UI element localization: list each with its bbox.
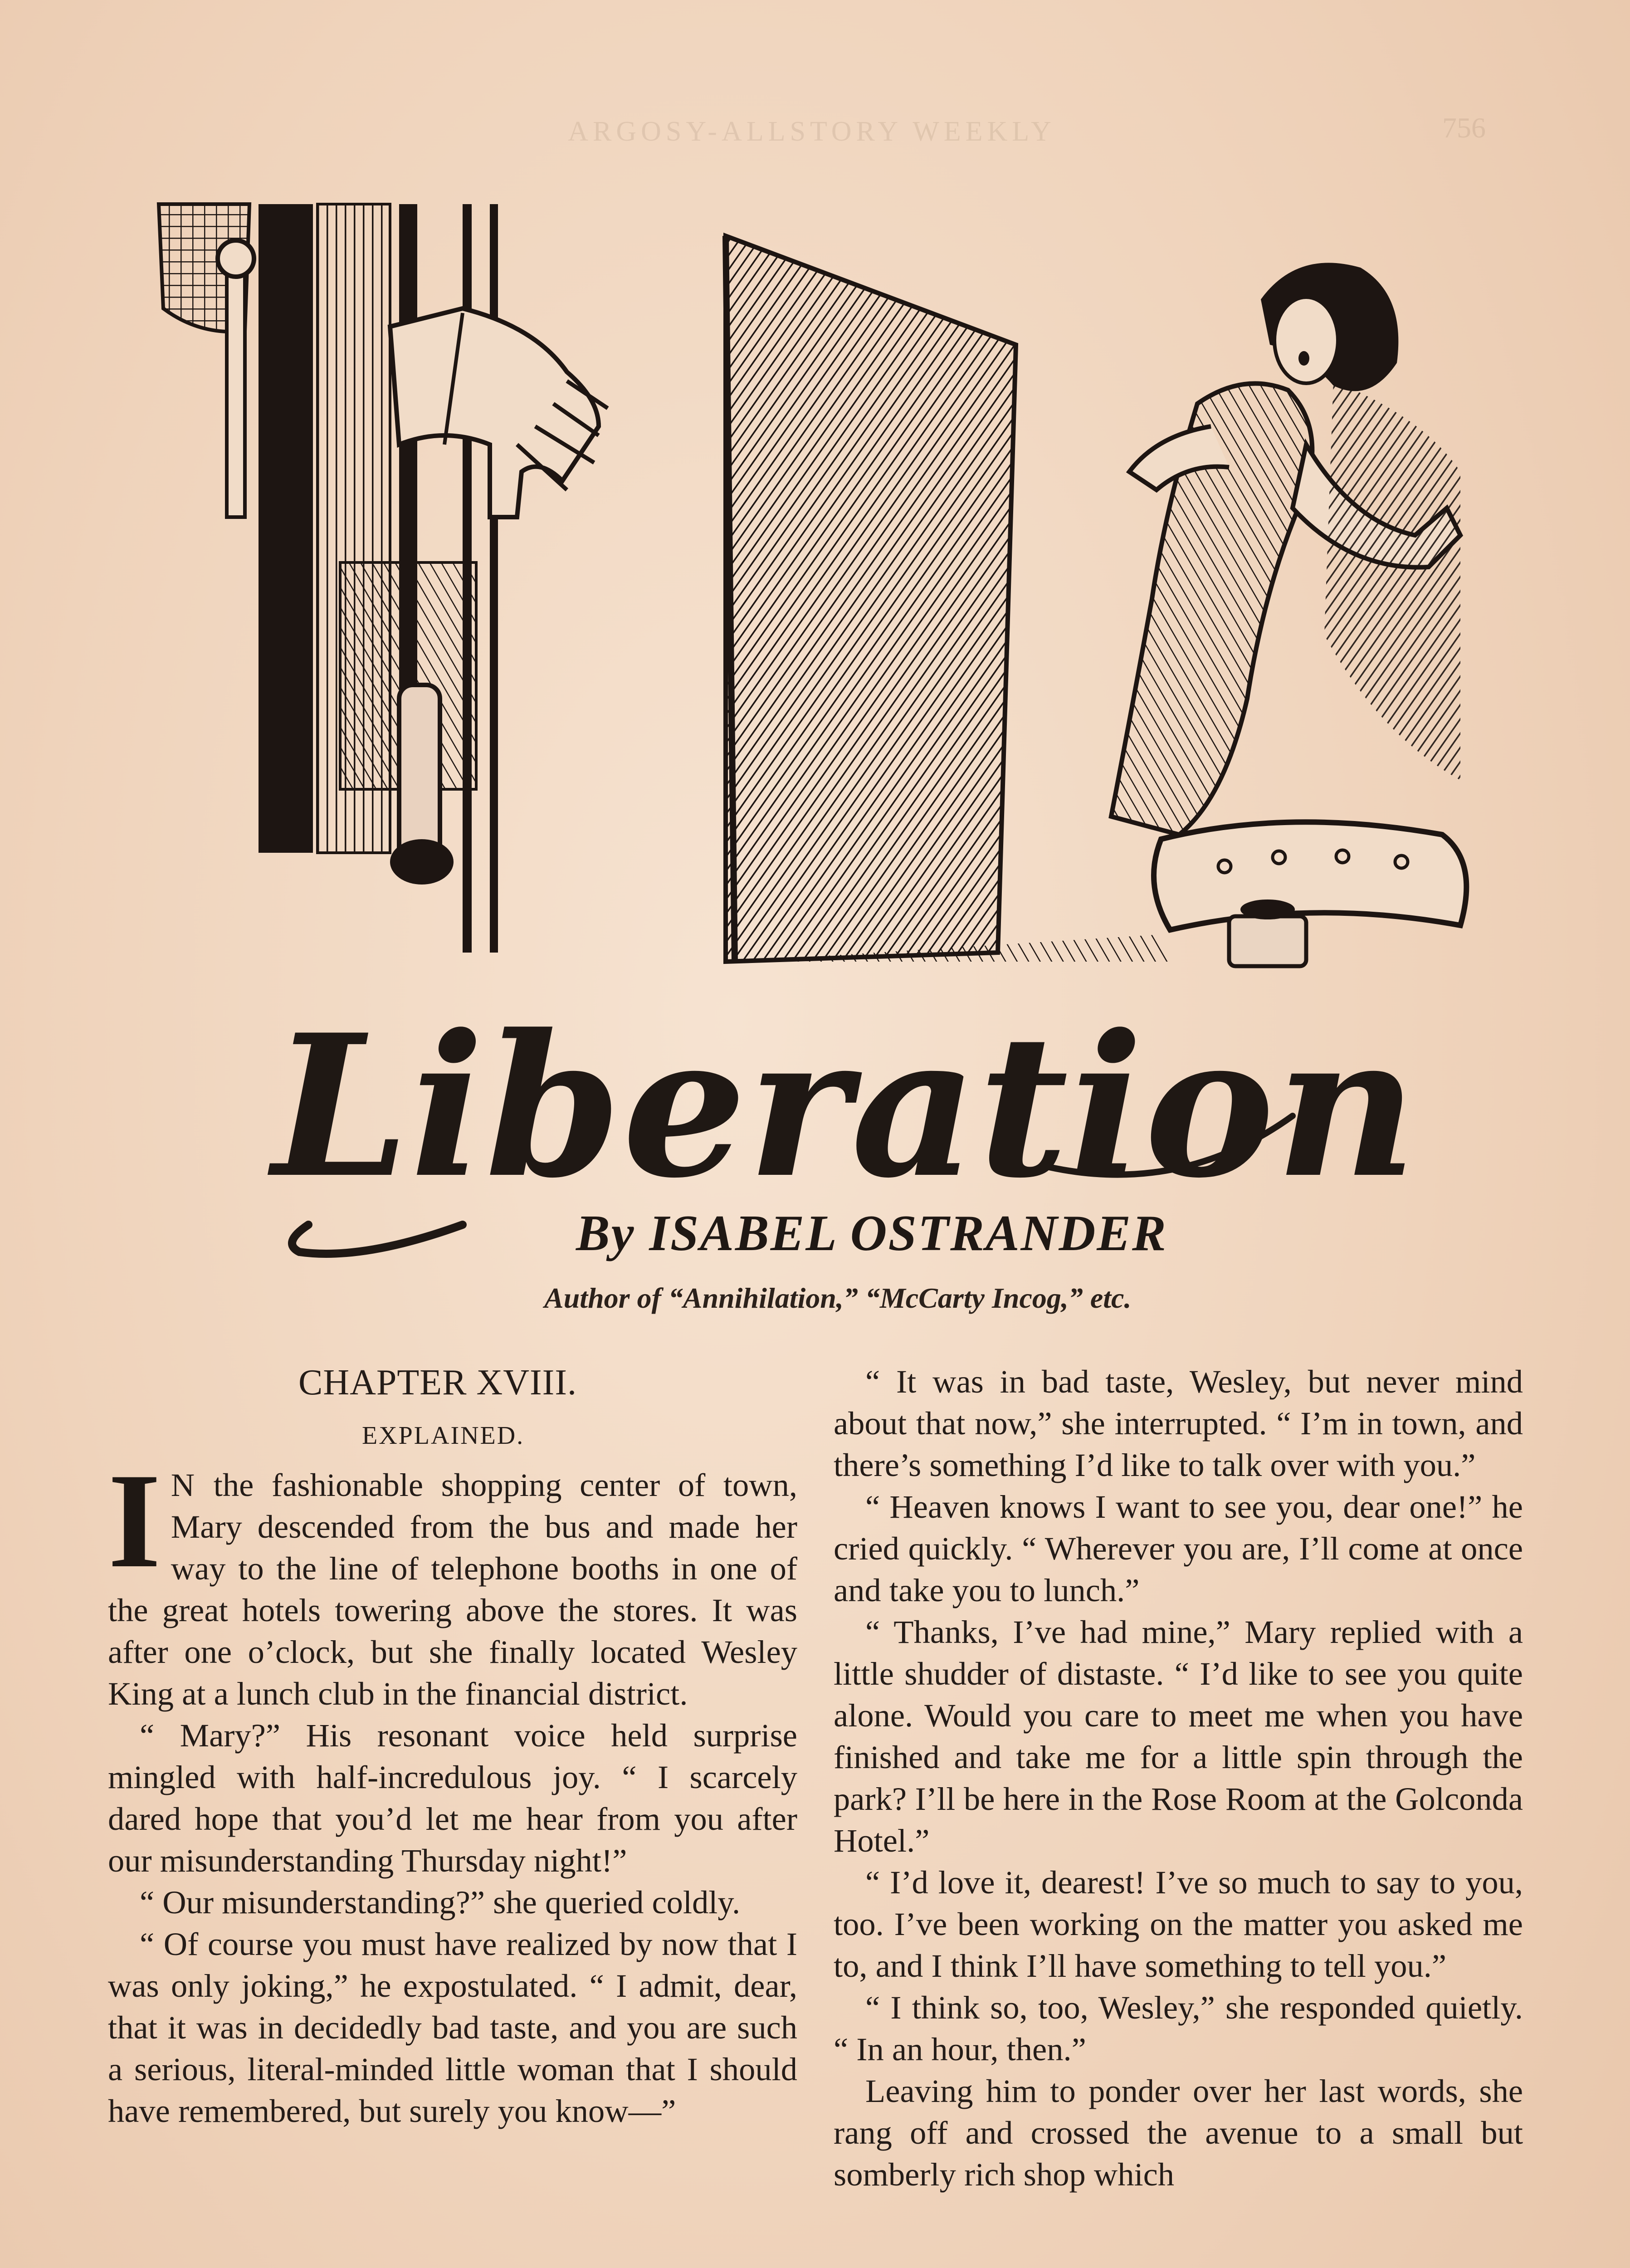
paragraph: “ Heaven knows I want to see you, dear one!” he cried quickly. “ Wherever you are, I’ll come at once and take you to lunch.” bbox=[834, 1488, 1523, 1608]
reaching-hand bbox=[390, 308, 608, 517]
first-word: N bbox=[171, 1466, 196, 1503]
paragraph: “ It was in bad taste, Wesley, but never mind about that now,” she interrupted. “ I’m in town, and there’s something I’d like to talk over with you.” bbox=[834, 1363, 1523, 1483]
story-illustration bbox=[145, 191, 1501, 971]
story-title: Liberation bbox=[272, 992, 1418, 1221]
chapter-title: EXPLAINED. bbox=[362, 1422, 525, 1450]
bleedthrough-page-number: 756 bbox=[1442, 112, 1486, 144]
byline: By ISABEL OSTRANDER bbox=[576, 1205, 1167, 1261]
bleedthrough-running-head: ARGOSY-ALLSTORY WEEKLY bbox=[568, 116, 1056, 147]
chapter-heading: CHAPTER XVIII. bbox=[298, 1363, 577, 1403]
paragraph: “ I’d love it, dearest! I’ve so much to say to you, too. I’ve been working on the matter you asked me to, and I think I’ll have something to tell you.” bbox=[834, 1864, 1523, 1984]
opening-door bbox=[726, 236, 1016, 962]
paragraph: “ Thanks, I’ve had mine,” Mary replied with a little shudder of distaste. “ I’d like to see you quite alone. Would you care to meet me when you have finished and take me for a little spin through the park? I’ll be here in the Rose Room at the Golconda Hotel.” bbox=[834, 1613, 1523, 1859]
author-credits: Author of “Annihilation,” “McCarty Incog,” etc. bbox=[544, 1282, 1132, 1314]
paragraph: “ Our misunderstanding?” she queried coldly. bbox=[140, 1884, 741, 1921]
paragraph: “ I think so, too, Wesley,” she responded quietly. “ In an hour, then.” bbox=[834, 1989, 1523, 2068]
drop-cap: I bbox=[108, 1445, 161, 1596]
paragraph-text: the fashionable shopping center of town, Mary descended from the bus and made her way to the line of telephone booths in one of the great hotels towering above the stores. It was after one o’clock, but she finally located Wesley King at a lunch club in the financial district. bbox=[108, 1466, 798, 1712]
text-column-right bbox=[834, 1361, 1523, 2195]
paragraph bbox=[108, 1445, 798, 1715]
paragraph: Leaving him to ponder over her last words, she rang off and crossed the avenue to a small but somberly rich shop which bbox=[834, 2072, 1523, 2193]
paragraph: “ Mary?” His resonant voice held surprise mingled with half-incredulous joy. “ I scarcely dared hope that you’d let me hear from you after our misunderstanding Thursday night!” bbox=[108, 1717, 797, 1879]
text-column-left bbox=[108, 1361, 797, 2132]
paragraph: “ Of course you must have realized by now that I was only joking,” he expostulated. “ I admit, dear, that it was in decidedly bad taste, and you are such a serious, literal-minded little woman that I should have remembered, but surely you know—” bbox=[108, 1926, 797, 2129]
startled-woman bbox=[1111, 263, 1460, 835]
